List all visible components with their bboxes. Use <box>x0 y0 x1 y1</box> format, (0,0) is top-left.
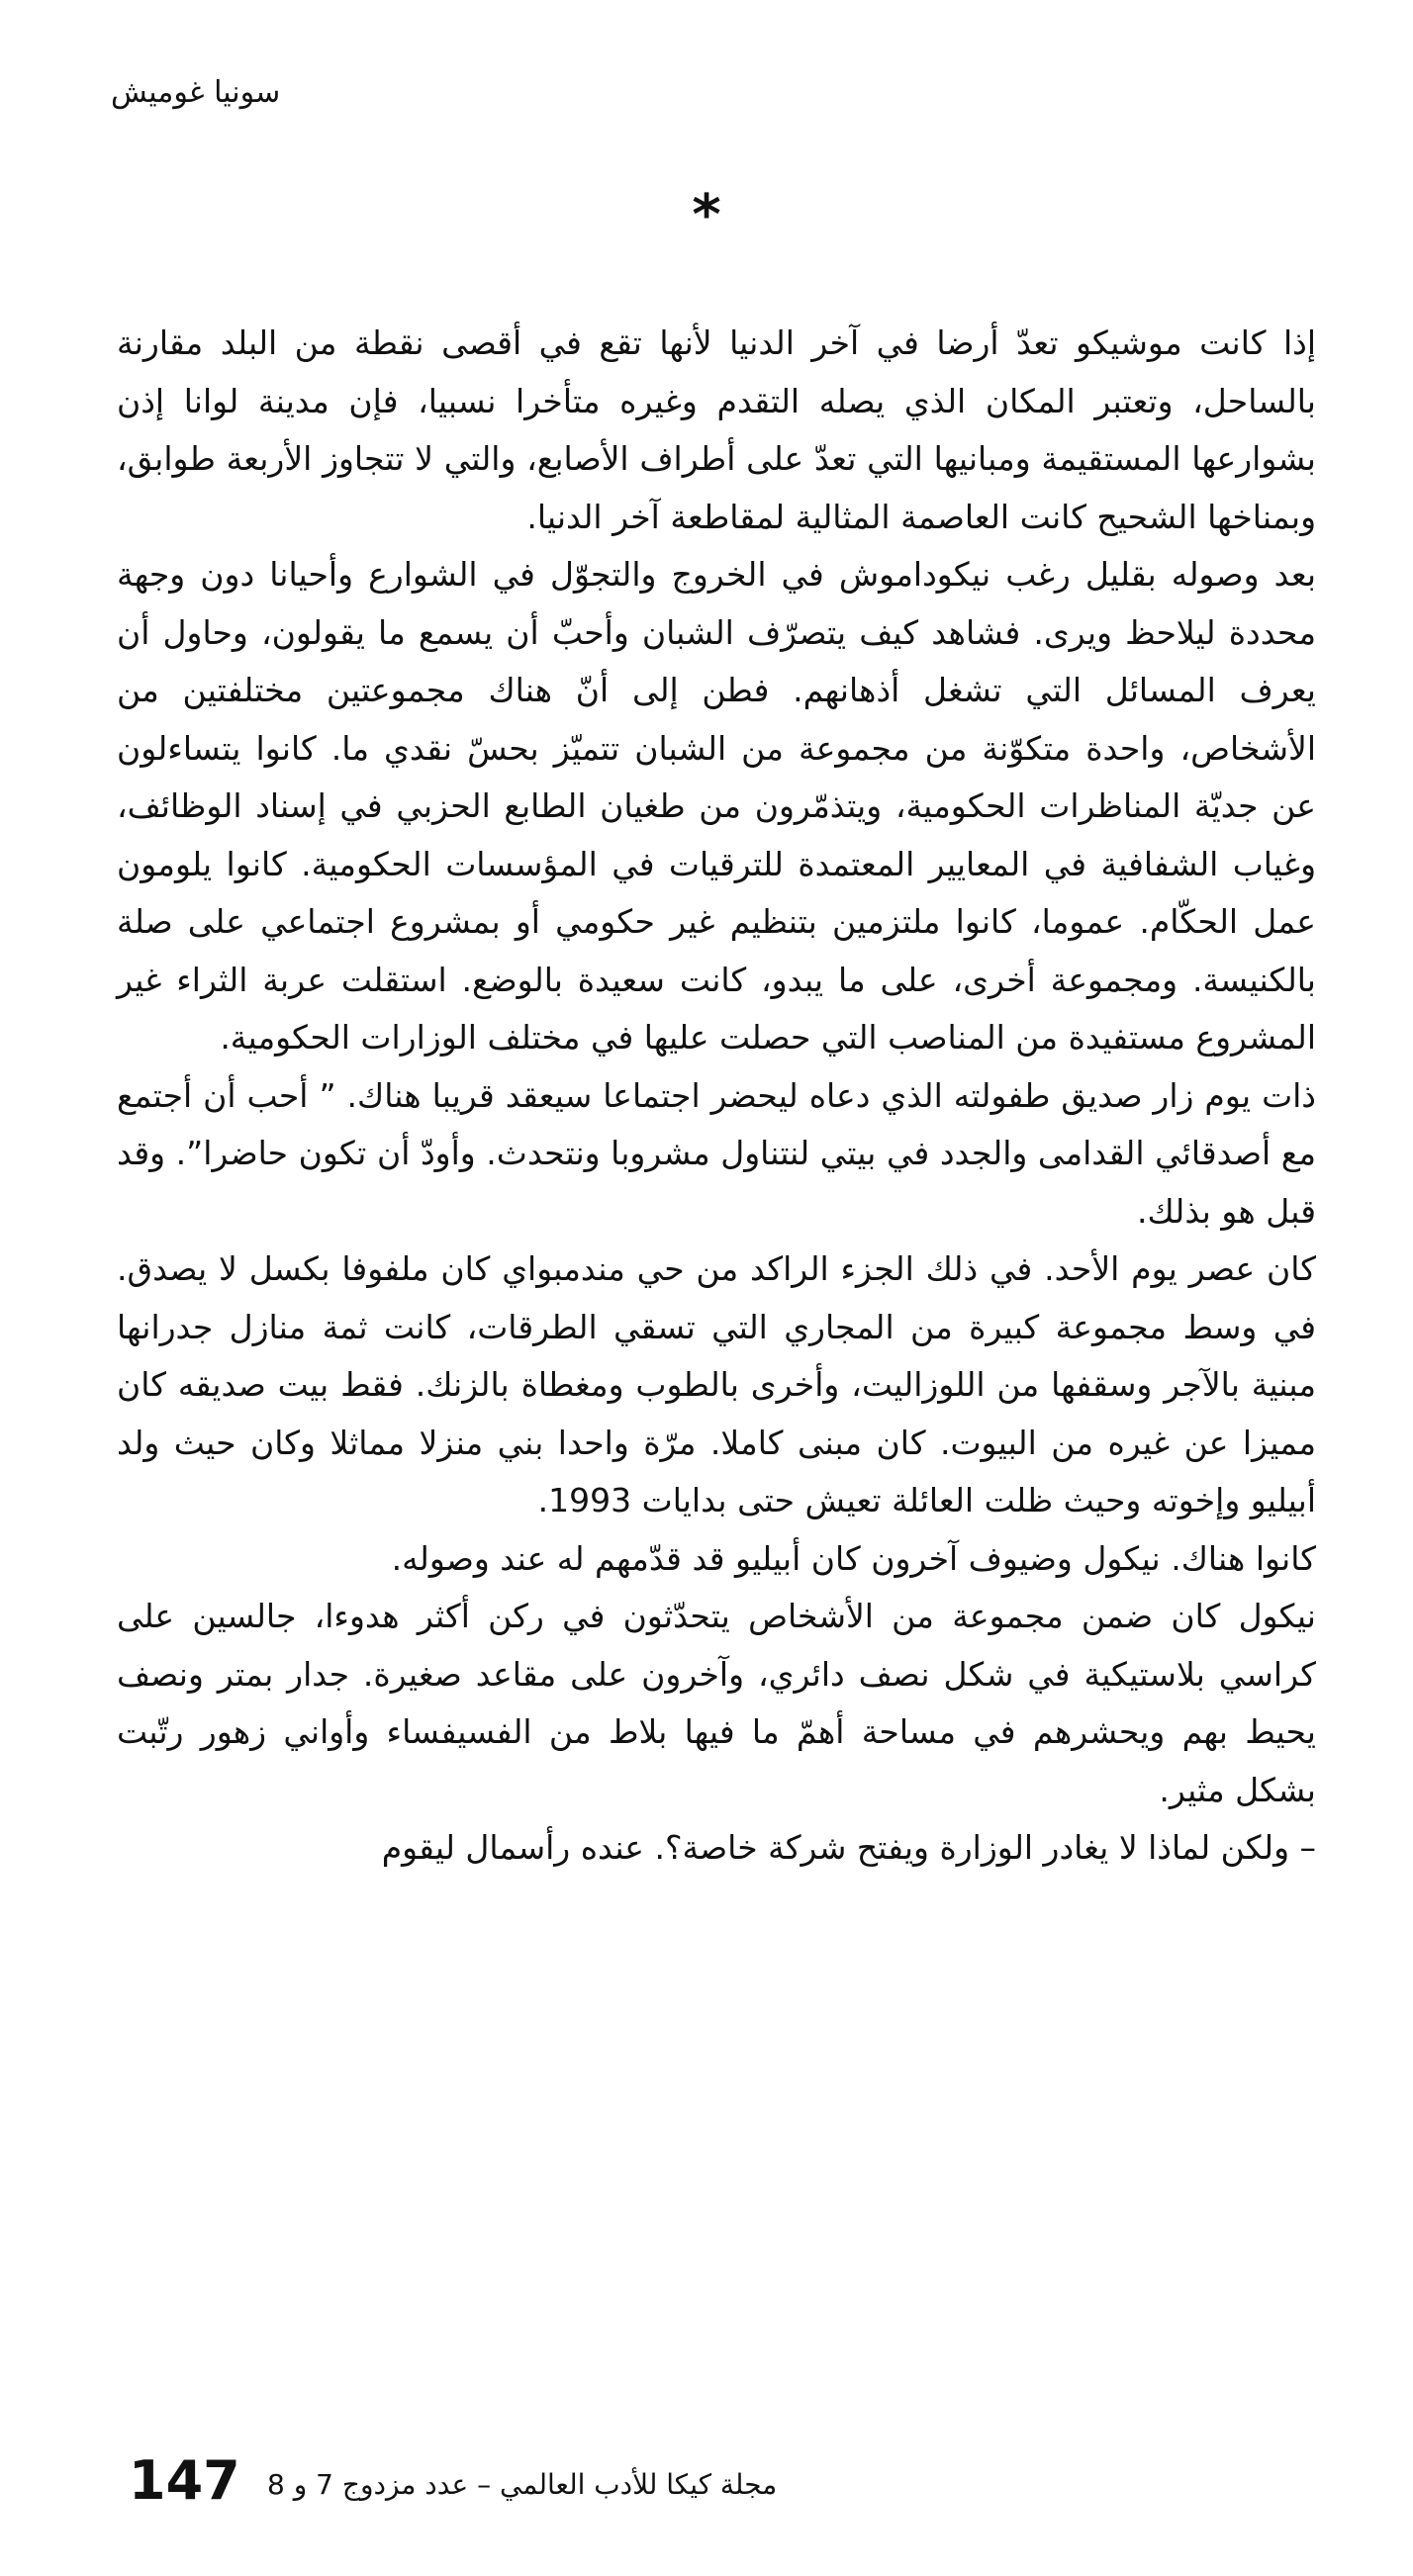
paragraph-5: كانوا هناك. نيكول وضيوف آخرون كان أبيليو قد قدّمهم له عند وصوله. <box>391 1538 1316 1578</box>
paragraph-1: إذا كانت موشيكو تعدّ أرضا في آخر الدنيا لأنها تقع في أقصى نقطة من البلد مقارنة بالساحل، وتعتبر المكان الذي يصله التقدم وغيره متأخرا نسبيا، فإن مدينة لوانا إذن بشوارعها المستقيمة ومبانيها التي تعدّ على أطراف الأصابع، والتي لا تتجاوز الأربعة طوابق، وبمناخها الشحيح كانت العاصمة المثالية لمقاطعة آخر الدنيا. <box>117 323 1316 536</box>
page-footer <box>129 2451 1316 2521</box>
article-body <box>117 315 1316 1878</box>
paragraph-4: كان عصر يوم الأحد. في ذلك الجزء الراكد من حي مندمبواي كان ملفوفا بكسل لا يصدق. في وسط مجموعة كبيرة من المجاري التي تسقي الطرقات، كانت ثمة منازل جدرانها مبنية بالآجر وسقفها من اللوزاليت، وأخرى بالطوب ومغطاة بالزنك. فقط بيت صديقه كان مميزا عن غيره من البيوت. كان مبنى كاملا. مرّة واحدا بني منزلا مماثلا وكان حيث ولد أبيليو وإخوته وحيث ظلت العائلة تعيش حتى بدايات 1993. <box>117 1249 1316 1519</box>
journal-title: مجلة كيكا للأدب العالمي – عدد مزدوج 7 و 8 <box>267 2468 778 2501</box>
running-header-author: سونيا غوميش <box>111 75 281 110</box>
paragraph-3: ذات يوم زار صديق طفولته الذي دعاه ليحضر اجتماعا سيعقد قريبا هناك. ” أحب أن أجتمع مع أصدقائي القدامى والجدد في بيتي لنتناول مشروبا ونتحدث. وأودّ أن تكون حاضرا”. وقد قبل هو بذلك. <box>117 1075 1316 1231</box>
paragraph-7: – ولكن لماذا لا يغادر الوزارة ويفتح شركة خاصة؟. عنده رأسمال ليقوم <box>381 1828 1316 1867</box>
section-break-asterisk: * <box>692 183 721 247</box>
page-number: 147 <box>129 2449 240 2512</box>
paragraph-2: بعد وصوله بقليل رغب نيكوداموش في الخروج والتجوّل في الشوارع وأحيانا دون وجهة محددة ليلاحظ ويرى. فشاهد كيف يتصرّف الشبان وأحبّ أن يسمع ما يقولون، وحاول أن يعرف المسائل التي تشغل أذهانهم. فطن إلى أنّ هناك مجموعتين مختلفتين من الأشخاص، واحدة متكوّنة من مجموعة من الشبان تتميّز بحسّ نقدي ما. كانوا يتساءلون عن جديّة المناظرات الحكومية، ويتذمّرون من طغيان الطابع الحزبي في إسناد الوظائف، وغياب الشفافية في المعايير المعتمدة للترقيات في المؤسسات الحكومية. كانوا يلومون عمل الحكّام. عموما، كانوا ملتزمين بتنظيم غير حكومي أو بمشروع اجتماعي على صلة بالكنيسة. ومجموعة أخرى، على ما يبدو، كانت سعيدة بالوضع. استقلت عربة الثراء غير المشروع مستفيدة من المناصب التي حصلت عليها في مختلف الوزارات الحكومية. <box>117 555 1316 1057</box>
paragraph-6: نيكول كان ضمن مجموعة من الأشخاص يتحدّثون في ركن أكثر هدوءا، جالسين على كراسي بلاستيكية في شكل نصف دائري، وآخرون على مقاعد صغيرة. جدار بمتر ونصف يحيط بهم ويحشرهم في مساحة أهمّ ما فيها بلاط من الفسيفساء وأواني زهور رتّبت بشكل مثير. <box>117 1597 1316 1809</box>
